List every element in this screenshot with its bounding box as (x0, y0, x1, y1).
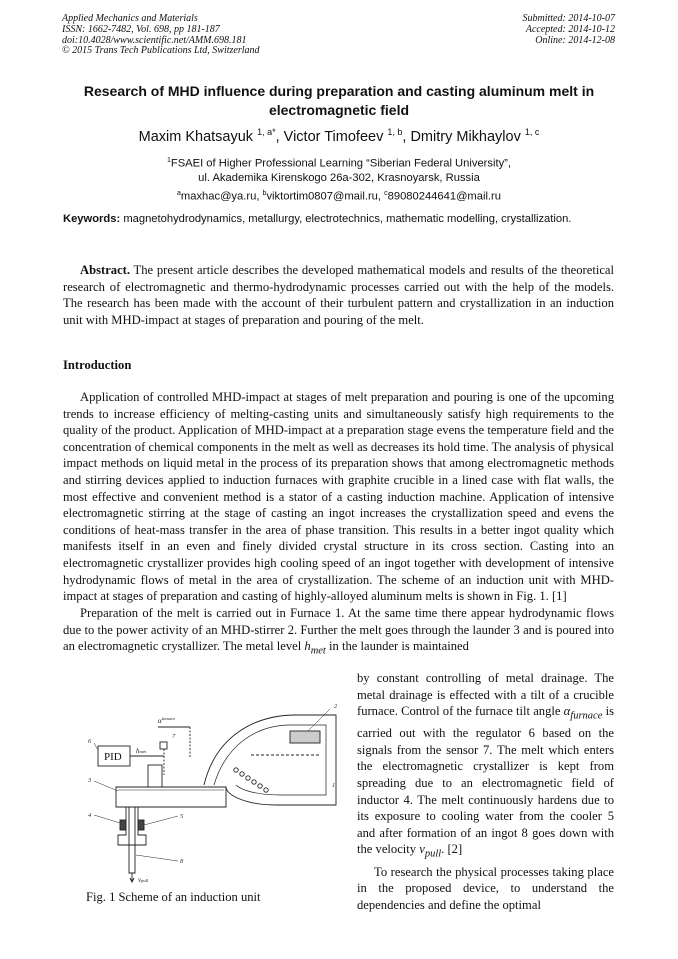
affiliation-line1: FSAEI of Higher Professional Learning “Siberian Federal University”, (170, 157, 512, 170)
author-sup: 1, c (524, 127, 540, 137)
intro-paragraph-2 (63, 605, 614, 660)
leader-line (136, 855, 178, 861)
keywords-label: Keywords: (63, 213, 121, 225)
affiliation-line2: ul. Akademika Kirenskogo 26a-302, Krasnoyarsk, Russia (198, 172, 480, 185)
symbol-sub: furnace (570, 710, 603, 722)
author-name: Dmitry Mikhaylov (410, 128, 521, 145)
inductor-left (120, 820, 126, 830)
doi-line: doi:10.4028/www.scientific.net/AMM.698.181 (62, 34, 247, 46)
symbol-sub: pull (424, 848, 442, 860)
launder-pipe (148, 765, 162, 787)
symbol-v: v (419, 842, 425, 857)
email-sup: b (262, 190, 267, 197)
section-heading: Introduction (63, 358, 132, 372)
abstract-text: The present article describes the developed mathematical models and results of the theoretical research of electromagnetic and thermo-hydrodynamic processes carried out with the help of the models. The research has been made with the account of their turbulent pattern and crystallization in an induction unit with MHD-impact at stages of preparation and pouring of the melt. (63, 263, 615, 327)
leader-line (144, 816, 178, 825)
accepted-date: Accepted: 2014-10-12 (525, 23, 615, 35)
symbol-alpha: α (563, 704, 571, 719)
email-link[interactable]: maxhac@ya.ru (180, 190, 257, 203)
intro-paragraph-1: Application of controlled MHD-impact at stages of melt preparation and pouring is one of the upcoming trends to increase efficiency of melting-casting units and simultaneously satisfy high requirements to the quality of the product. Application of MHD-impact at a preparation stage evens the temperature field and the concentration of chemical components in the melt as well as decreases its hold time. The analysis of physical impact methods on liquid metal in the process of its preparation shows that among electromagnetic methods and stirring devices applied to induction furnaces with graphite crucible in a lined case with flat walls, the most effective and convenient method is a stator of a casting induction machine. Application of intensive electromagnetic stirring at the stage of casting an ingot increases the crystallization speed and evens the conditions of heat-mass transfer in the area of phase transition. This results in a better ingot quality which manifests itself in an even and finely divided crystal structure in its cross section. Casting into an electromagnetic crystallizer provides high cooling speed of an ingot together with development of intensive hydrodynamic flows of metal in the area of crystallization. The scheme of an induction unit with MHD-impact at stages of preparation and casting of highly-alloyed aluminum melts is shown in Fig. 1. [1] (63, 390, 614, 604)
pid-label: PID (104, 751, 122, 763)
part-number: 7 (172, 733, 176, 740)
part-number: 3 (88, 777, 92, 784)
paragraph-text: . [2] (441, 842, 463, 857)
dates-header (523, 14, 616, 46)
keywords (63, 211, 614, 228)
inductor-right (138, 820, 144, 830)
email-list: $^a$maxhac@ya.ru, $^b$viktortim0807@mail.ru, $^c$89080244641@mail.ru (177, 190, 501, 203)
sensor-box (160, 742, 167, 749)
ingot (129, 807, 135, 873)
affiliation (40, 154, 638, 186)
author-sup: 1, a* (257, 127, 276, 137)
part-number: 4 (88, 812, 92, 819)
h-met-label: hmet (136, 747, 147, 755)
abstract-label: Abstract. (80, 263, 131, 277)
leader-line (94, 743, 98, 750)
part-number: 1 (332, 782, 336, 789)
furnace-body (204, 715, 336, 805)
part-number: 5 (180, 813, 184, 820)
email-sup: c (384, 190, 388, 197)
v-pull-label: vpull (138, 876, 149, 884)
right-column-text (357, 670, 614, 913)
mhd-stirrer (290, 731, 320, 743)
author-list: Maxim Khatsayuk $^{1, a*}$, Victor Timofeev $^{1, b}$, Dmitry Mikhaylov $^{1, c}$ (138, 127, 540, 145)
symbol-sub: met (310, 645, 326, 657)
issn-line: ISSN: 1662-7482, Vol. 698, pp 181-187 (62, 23, 220, 35)
submitted-date: Submitted: 2014-10-07 (522, 13, 615, 24)
online-date: Online: 2014-12-08 (535, 34, 615, 46)
alpha-label: $\alpha^{furnace}$ (158, 716, 176, 725)
email-link[interactable]: viktortim0807@mail.ru (266, 190, 378, 203)
abstract (63, 262, 614, 328)
part-number: 2 (334, 703, 338, 710)
author-name: Victor Timofeev (283, 128, 384, 145)
right-column-paragraph-2: To research the physical processes taking place in the proposed device, to understand the dependencies and define the optimal (357, 864, 614, 912)
author-sup: 1, b (387, 127, 403, 137)
part-numbers (87, 703, 338, 865)
stirrer-coils (234, 768, 268, 792)
copyright-line: © 2015 Trans Tech Publications Ltd, Switzerland (62, 45, 260, 57)
paragraph-text: in the launder is maintained (325, 639, 469, 654)
email-link[interactable]: 89080244641@mail.ru (387, 190, 501, 203)
paragraph-text: by constant controlling of metal drainage. The metal drainage is effected with a tilt of a crucible furnace. Control of the furnace tilt angle (357, 671, 614, 719)
right-column-paragraph-1 (357, 670, 614, 864)
affiliation-sup: 1 (166, 157, 171, 164)
keywords-text: magnetohydrodynamics, metallurgy, electrotechnics, mathematic modelling, crystallization. (123, 213, 572, 225)
leader-line (308, 709, 330, 731)
leader-line (94, 781, 118, 791)
figure-caption: Fig. 1 Scheme of an induction unit (86, 890, 261, 904)
paper-title: Research of MHD influence during preparation and casting aluminum melt in electromagnetic field (83, 83, 595, 118)
email-sup: a (177, 190, 181, 197)
part-number: 6 (88, 738, 92, 745)
induction-unit-scheme (76, 695, 346, 890)
author-name: Maxim Khatsayuk (138, 128, 254, 145)
symbol-h: h (304, 639, 311, 654)
paragraph-text: is carried out with the regulator 6 based on the signals from the sensor 7. The melt which enters the electromagnetic crystallizer is kept from spreading due to an electromagnetic field of inductor 4. The melt continuously hardens due to its exposure to cooling water from the cooler 5 and after formation of an ingot 8 goes down with the velocity (357, 704, 614, 857)
leader-line (94, 815, 120, 823)
journal-header (62, 14, 260, 57)
part-number: 8 (180, 858, 184, 865)
paragraph-text: Preparation of the melt is carried out in Furnace 1. At the same time there appear hydrodynamic flows due to the power activity of an MHD-stirrer 2. Further the melt goes through the launder 3 and is poured into an electromagnetic crystallizer. The metal level (63, 606, 614, 654)
journal-name: Applied Mechanics and Materials (62, 13, 198, 24)
